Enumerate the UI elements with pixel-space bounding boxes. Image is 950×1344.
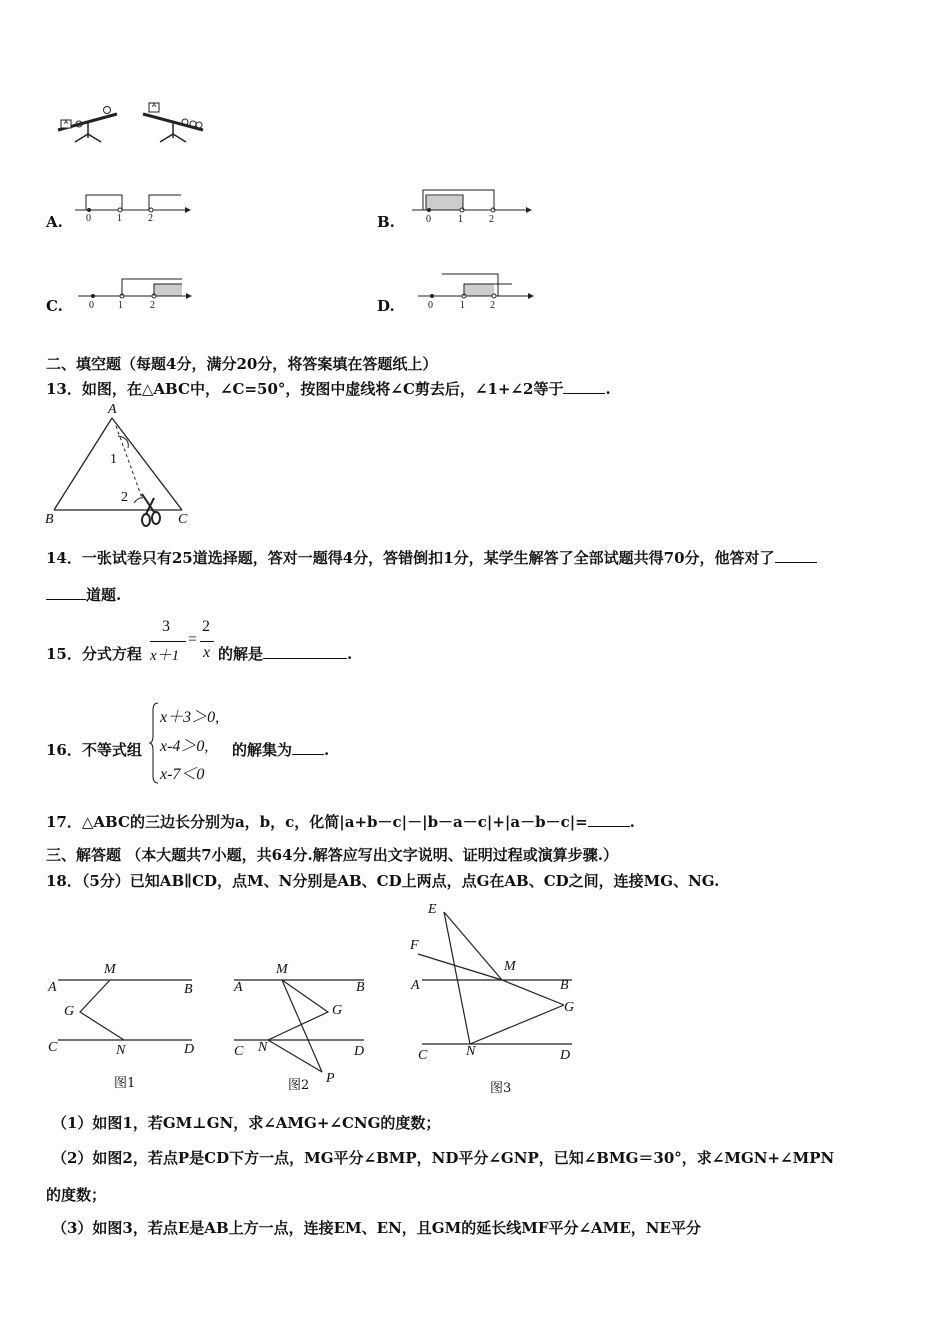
option-d-number-line: 0 1 2: [418, 270, 542, 314]
q18-part-2-line-2: 的度数；: [46, 1186, 107, 1204]
option-a-letter: A.: [46, 213, 63, 231]
q16-suffix: 的解集为 .: [232, 741, 330, 759]
section-3-heading: 三、解答题 （本大题共7小题，共64分.解答应写出文字说明、证明过程或演算步骤.）: [46, 846, 618, 864]
q18-part-3: （3）如图3，若点E是AB上方一点，连接EM、EN，且GM的延长线MF平分∠AME，NE平分: [52, 1219, 701, 1237]
option-b-number-line: 0 1 2: [412, 186, 536, 228]
section-2-heading: 二、填空题（每题4分，满分20分，将答案填在答题纸上）: [46, 355, 438, 373]
balance-figure: [55, 100, 215, 150]
q15-prefix: 15．分式方程: [46, 645, 142, 663]
question-18: 18．（5分）已知AB∥CD，点M、N分别是AB、CD上两点，点G在AB、CD之间，连接MG、NG.: [46, 872, 720, 890]
q18-figure-3: E F M A B G C N D 图3: [410, 902, 575, 1096]
q16-inequality-system: x＋3＞0, x-4＞0, x-7＜0: [150, 700, 232, 786]
question-14: 14．一张试卷只有25道选择题，答对一题得4分，答错倒扣1分，某学生解答了全部试题共得70分，他答对了: [46, 548, 817, 568]
left-pan-label: A: [64, 119, 69, 126]
q18-figure-1: M A B G C N D 图1: [48, 962, 195, 1091]
option-c-letter: C.: [46, 297, 63, 315]
question-13: 13．如图，在△ABC中，∠C=50°，按图中虚线将∠C剪去后，∠1+∠2等于 .: [46, 380, 611, 398]
balance-scales-icon: [55, 100, 215, 150]
q15-fraction-equation: 3 x＋1 = 2 x: [148, 618, 218, 668]
q15-suffix: 的解是 .: [218, 645, 353, 663]
q18-part-1: （1）如图1，若GM⊥GN，求∠AMG+∠CNG的度数；: [52, 1114, 441, 1132]
question-14-line2: 道题.: [46, 585, 121, 605]
option-c-number-line: 0 1 2: [78, 272, 198, 314]
q13-triangle-figure: A B C 1 2: [45, 402, 188, 527]
question-17: 17．△ABC的三边长分别为a，b，c，化简|a+b－c|－|b－a－c|+|a－b－c|= .: [46, 813, 635, 831]
option-d-letter: D.: [377, 297, 395, 315]
option-a-number-line: 0 1 2: [75, 188, 195, 228]
figure-2-caption: 图2: [288, 1078, 310, 1093]
right-pan-label: A: [152, 102, 157, 109]
q18-part-2-line-1: （2）如图2，若点P是CD下方一点，MG平分∠BMP，ND平分∠GNP，已知∠BMG＝30°，求∠MGN+∠MPN: [52, 1149, 835, 1167]
q18-figure-2: M A B G C N D P 图2: [234, 962, 365, 1093]
option-b-letter: B.: [377, 213, 395, 231]
figure-3-caption: 图3: [490, 1081, 512, 1096]
q16-prefix: 16．不等式组: [46, 741, 142, 759]
figure-1-caption: 图1: [114, 1076, 136, 1091]
